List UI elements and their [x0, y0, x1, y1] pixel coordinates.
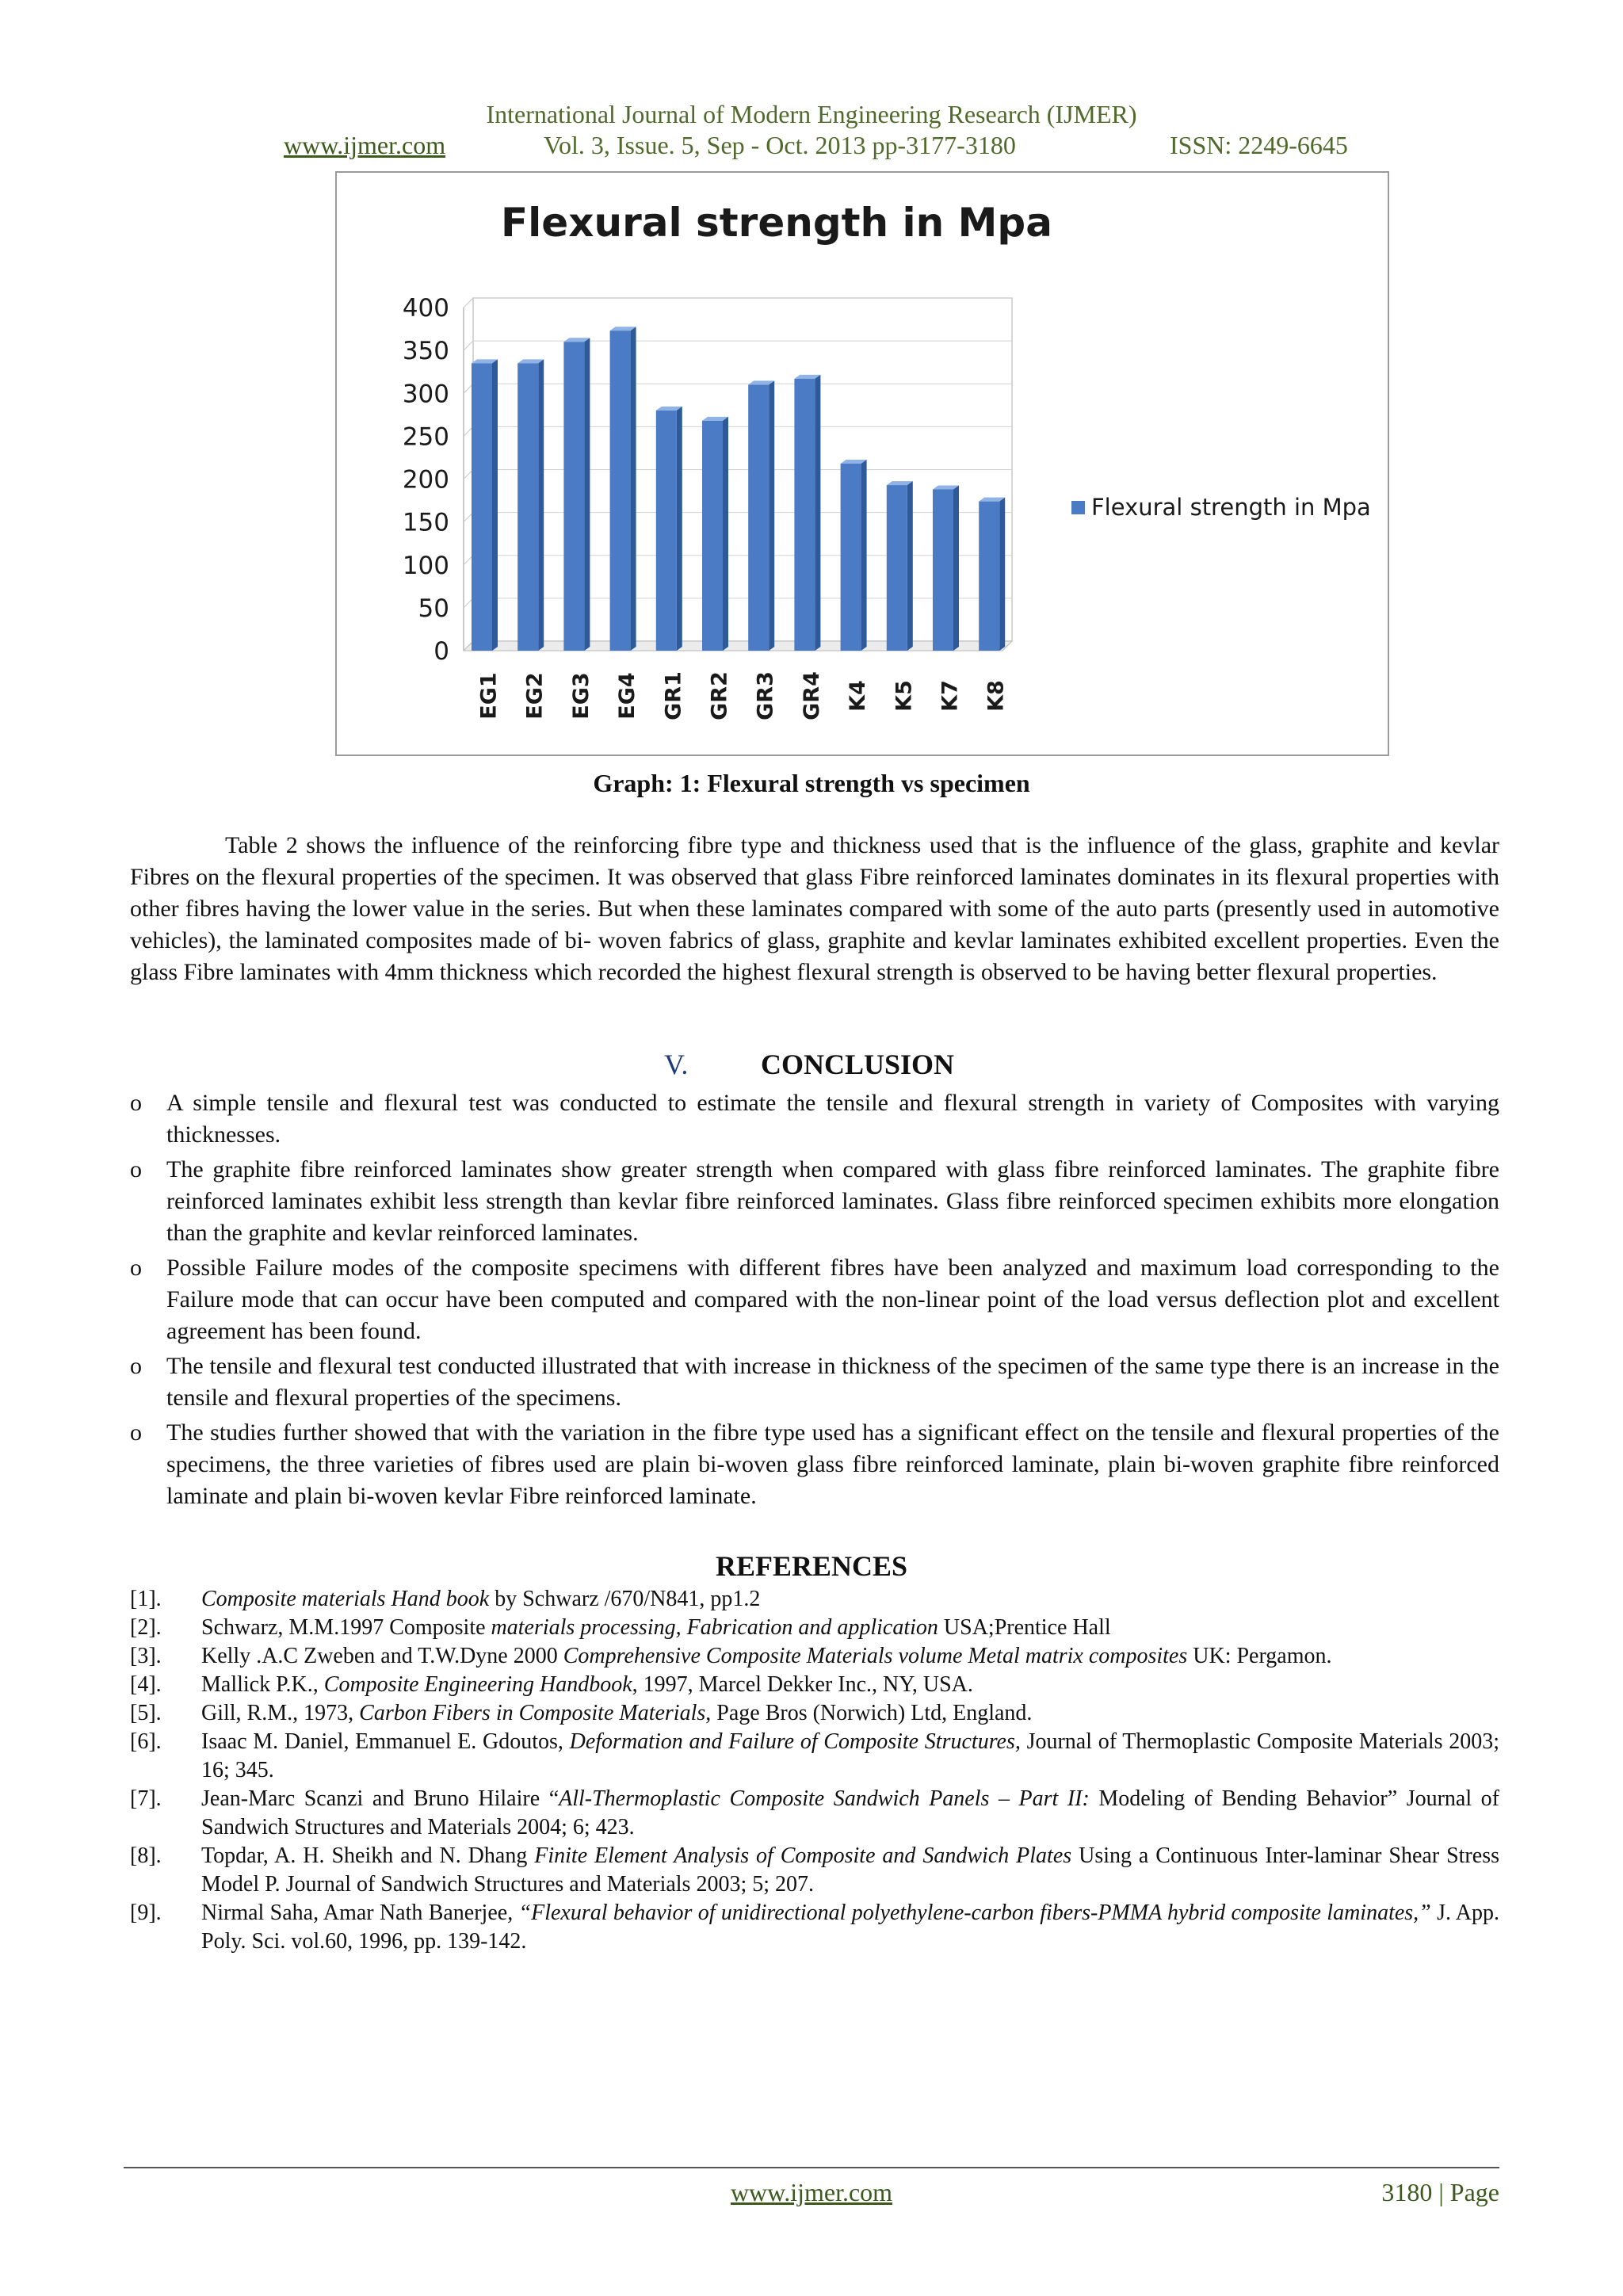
y-tick-label: 400 [402, 294, 449, 323]
reference-item: [6]. Isaac M. Daniel, Emmanuel E. Gdoutos, Deformation and Failure of Composite Structures, Journal of Thermoplastic Composite Materials 2003; 16; 345. [130, 1729, 1499, 1782]
conclusion-heading [0, 1048, 1623, 1084]
x-tick-label: K5 [892, 680, 917, 712]
legend-label: Flexural strength in Mpa [1091, 494, 1371, 521]
x-tick-label: EG4 [615, 672, 640, 720]
reference-item: [4]. Mallick P.K., Composite Engineering Handbook, 1997, Marcel Dekker Inc., NY, USA. [130, 1672, 973, 1697]
chart-bar-side [538, 359, 544, 651]
list-item: o The graphite fibre reinforced laminates show greater strength when compared with glass fibre reinforced laminates. The graphite fibre reinforced laminates exhibit less strength than kevlar fibre reinforced laminates. Glass fibre reinforced specimen exhibits more elongation than the graphite and kevlar reinforced laminates. [130, 1154, 1499, 1249]
chart-y-axis [403, 294, 449, 666]
chart-bar-front [933, 489, 953, 651]
chart-bars [472, 327, 1005, 651]
chart-x-axis [477, 671, 1009, 720]
chart-bar-front [472, 363, 492, 651]
references-heading: REFERENCES [715, 1550, 908, 1582]
section-title: CONCLUSION [761, 1049, 955, 1080]
bullet-icon: o [130, 1419, 142, 1446]
legend-swatch [1071, 501, 1085, 514]
chart-bar [933, 485, 959, 651]
chart-bar [748, 380, 774, 651]
chart-bar [841, 460, 867, 651]
chart-bar-front [841, 464, 861, 651]
x-tick-label: GR3 [753, 671, 778, 720]
chart-bar-side [815, 375, 820, 651]
chart-bar-side [861, 460, 867, 651]
chart-bar-side [677, 407, 682, 651]
chart-gridline [464, 341, 473, 350]
y-tick-label: 50 [418, 594, 449, 623]
chart-bar [472, 359, 498, 651]
x-tick-label: EG2 [522, 672, 548, 720]
x-tick-label: EG3 [568, 672, 594, 720]
chart-bar-front [887, 485, 907, 651]
chart-bar-front [794, 379, 815, 651]
reference-item: [7]. Jean-Marc Scanzi and Bruno Hilaire “All-Thermoplastic Composite Sandwich Panels – Part II: Modeling of Bending Behavior” Journal of Sandwich Structures and Materials 2004; 6; 423. [130, 1786, 1500, 1839]
x-tick-label: GR2 [707, 671, 732, 720]
page-number: 3180 | Page [1381, 2178, 1499, 2206]
y-tick-label: 250 [402, 422, 449, 452]
x-tick-label: K7 [938, 680, 963, 712]
list-item: o A simple tensile and flexural test was conducted to estimate the tensile and flexural strength in variety of Composites with varying thicknesses. [130, 1087, 1499, 1151]
chart-bar-side [492, 359, 498, 651]
chart-floor [464, 641, 1012, 651]
chart-bar-front [563, 342, 584, 651]
chart-bar-side [631, 327, 636, 651]
footer-url-link[interactable]: www.ijmer.com [730, 2178, 893, 2206]
bullet-icon: o [130, 1255, 142, 1281]
x-tick-label: K4 [846, 680, 871, 712]
journal-title: International Journal of Modern Engineering Research (IJMER) [486, 100, 1137, 128]
section-number: V. [664, 1049, 689, 1080]
chart-bar-side [907, 481, 913, 651]
chart-bar [794, 375, 820, 651]
bullet-icon: o [130, 1090, 142, 1116]
chart-bar-front [979, 502, 999, 651]
header-url-link[interactable]: www.ijmer.com [284, 131, 446, 159]
chart-gridlines [464, 298, 1012, 651]
reference-item: [9]. Nirmal Saha, Amar Nath Banerjee, “Flexural behavior of unidirectional polyethylene-carbon fibers-PMMA hybrid composite laminates,” J. App. Poly. Sci. vol.60, 1996, pp. 139-142. [130, 1901, 1500, 1954]
chart-bar-side [723, 417, 728, 651]
chart-bar [702, 417, 728, 651]
chart-bar-front [748, 384, 769, 651]
chart-bar-side [953, 485, 959, 651]
y-tick-label: 100 [402, 551, 449, 580]
list-item: o The tensile and flexural test conducted illustrated that with increase in thickness of the specimen of the same type there is an increase in the tensile and flexural properties of the specimens. [130, 1350, 1499, 1414]
header-line [0, 131, 1623, 162]
chart-bar-front [702, 421, 723, 651]
chart-bar-side [999, 498, 1005, 651]
y-tick-label: 0 [433, 637, 449, 666]
chart-bar-side [584, 338, 590, 651]
bullet-icon: o [130, 1353, 142, 1379]
reference-item: [1]. Composite materials Hand book by Schwarz /670/N841, pp1.2 [130, 1587, 761, 1611]
header-issn: ISSN: 2249-6645 [1170, 131, 1348, 159]
y-tick-label: 350 [402, 337, 449, 366]
reference-item: [8]. Topdar, A. H. Sheikh and N. Dhang Finite Element Analysis of Composite and Sandwich Plates Using a Continuous Inter-laminar Shear Stress Model P. Journal of Sandwich Structures and Materials 2003; 5; 207. [130, 1843, 1499, 1897]
reference-item: [5]. Gill, R.M., 1973, Carbon Fibers in Composite Materials, Page Bros (Norwich) Ltd, England. [130, 1701, 1033, 1725]
header-volume: Vol. 3, Issue. 5, Sep - Oct. 2013 pp-3177-3180 [544, 131, 1016, 159]
chart-bar [887, 481, 913, 651]
graph-caption: Graph: 1: Flexural strength vs specimen [593, 769, 1030, 797]
conclusion-list [130, 1087, 1499, 1515]
chart-bar [979, 498, 1005, 651]
chart-legend [1071, 494, 1371, 521]
reference-item: [3]. Kelly .A.C Zweben and T.W.Dyne 2000 Comprehensive Composite Materials volume Metal matrix composites UK: Pergamon. [130, 1644, 1332, 1668]
chart-bar-front [517, 363, 538, 651]
body-paragraph: Table 2 shows the influence of the reinforcing fibre type and thickness used that is the influence of the glass, graphite and kevlar Fibres on the flexural properties of the specimen. It was observed that glass Fibre reinforced laminates dominates in its flexural properties with other fibres having the lower value in the series. But when these laminates compared with some of the auto parts (presently used in automotive vehicles), the laminated composites made of bi- woven fabrics of glass, graphite and kevlar laminates exhibited excellent properties. Even the glass Fibre laminates with 4mm thickness which recorded the highest flexural strength is observed to be having better flexural properties. [130, 832, 1499, 985]
chart-bar [563, 338, 590, 651]
footer-divider [124, 2167, 1499, 2168]
chart-bar-side [769, 380, 774, 651]
chart-bar-front [656, 411, 677, 651]
chart-title: Flexural strength in Mpa [501, 200, 1052, 246]
x-tick-label: K8 [983, 680, 1009, 712]
y-tick-label: 200 [402, 465, 449, 495]
list-item: o The studies further showed that with the variation in the fibre type used has a significant effect on the tensile and flexural properties of the specimens, the three varieties of fibres used are plain bi-woven glass fibre reinforced laminate, plain bi-woven graphite fibre reinforced laminate and plain bi-woven kevlar Fibre reinforced laminate. [130, 1417, 1499, 1512]
bullet-icon: o [130, 1156, 142, 1182]
chart-canvas [337, 173, 1388, 755]
chart-bar-front [610, 330, 631, 651]
references-list [130, 1585, 1499, 1956]
x-tick-label: GR1 [661, 671, 686, 720]
list-item: o Possible Failure modes of the composite specimens with different fibres have been analyzed and maximum load corresponding to the Failure mode that can occur have been computed and compared with the non-linear point of the load versus deflection plot and excellent agreement has been found. [130, 1252, 1499, 1347]
reference-item: [2]. Schwarz, M.M.1997 Composite materials processing, Fabrication and application USA;Prentice Hall [130, 1615, 1111, 1640]
chart-bar [656, 407, 682, 651]
chart-bar [517, 359, 544, 651]
x-tick-label: EG1 [476, 672, 502, 720]
y-tick-label: 300 [402, 380, 449, 409]
chart-bar [610, 327, 636, 651]
flexural-strength-chart [335, 171, 1389, 756]
x-tick-label: GR4 [799, 671, 824, 720]
y-tick-label: 150 [402, 508, 449, 537]
chart-gridline [464, 298, 473, 308]
